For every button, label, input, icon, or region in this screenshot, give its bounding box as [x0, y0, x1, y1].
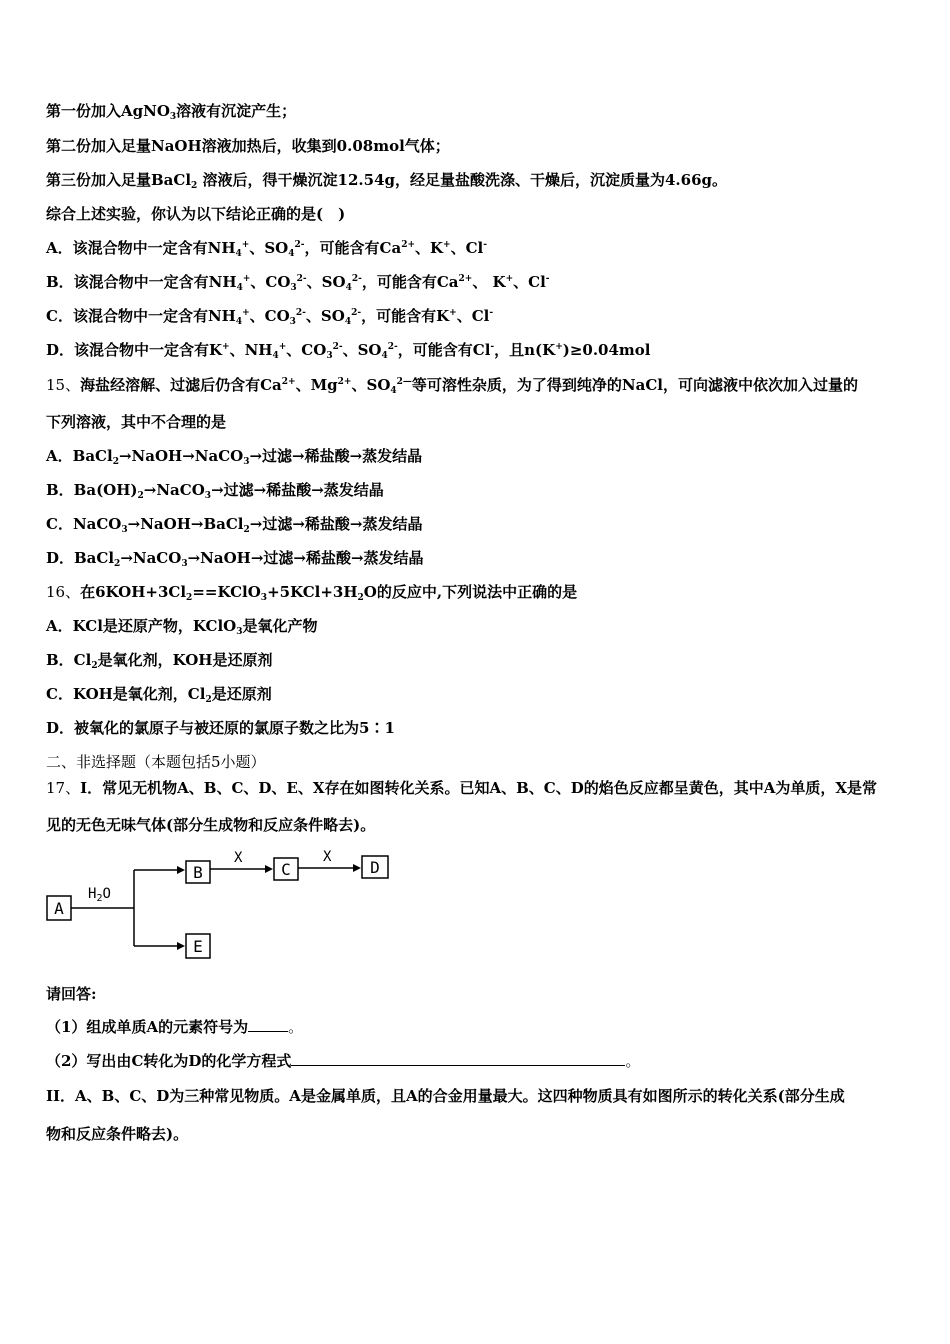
- arrowhead-to-d: [353, 864, 361, 872]
- q14-option-d: D．该混合物中一定含有K+、$NH_4^+$、$CO_3^{2-}$、$SO_4^{2-}$，可能含有Cl-，且n(K+)≥0.04mol: [46, 341, 651, 361]
- x-label-2: X: [323, 849, 332, 865]
- section-heading: 二、非选择题（本题包括5小题）: [46, 753, 266, 771]
- q14-option-a: A．该混合物中一定含有$NH_4^+$、$SO_4^{2-}$，可能含有$Ca^{2+}$、K+、Cl-: [46, 239, 487, 259]
- arrowhead-to-b: [177, 866, 185, 874]
- x-label-1: X: [234, 850, 243, 866]
- q15-option-a: A．BaCl$_2$→NaOH→NaCO$_3$→过滤→稀盐酸→蒸发结晶: [46, 447, 423, 467]
- q14-line-3: 第三份加入足量BaCl$_2$ 溶液后，得干燥沉淀12.54g，经足量盐酸洗涤、干燥后，沉淀质量为4.66g。: [46, 171, 728, 191]
- q14-option-b: B．该混合物中一定含有$NH_4^+$、$CO_3^{2-}$、$SO_4^{2-}$，可能含有$Ca^{2+}$、 K+、Cl-: [46, 273, 550, 293]
- answer-blank-2[interactable]: [291, 1050, 625, 1066]
- node-label-c: C: [281, 860, 291, 879]
- q16-option-a: A．KCl是还原产物，KClO$_3$是氧化产物: [46, 617, 318, 637]
- q14-line-2: 第二份加入足量NaOH溶液加热后，收集到0.08mol气体；: [46, 137, 450, 155]
- q16-option-d: D．被氧化的氯原子与被还原的氯原子数之比为5∶1: [46, 719, 395, 737]
- q17-part1-line-1: 17、I．常见无机物A、B、C、D、E、X存在如图转化关系。已知A、B、C、D的焰色反应都呈黄色，其中A为单质，X是常: [46, 779, 878, 797]
- conversion-diagram: [44, 846, 394, 962]
- water-label: $H_2O$: [88, 886, 111, 904]
- q17-sub-question-2: （2）写出由C转化为D的化学方程式 。: [46, 1052, 641, 1070]
- answer-blank-1[interactable]: [248, 1016, 288, 1032]
- node-label-e: E: [193, 937, 203, 956]
- q15-stem-line-1: 15、海盐经溶解、过滤后仍含有$Ca^{2+}$、$Mg^{2+}$、$SO_4^{2—}$等可溶性杂质，为了得到纯净的NaCl，可向滤液中依次加入过量的: [46, 376, 858, 396]
- node-label-b: B: [193, 863, 203, 882]
- q15-option-c: C．NaCO$_3$→NaOH→BaCl$_2$→过滤→稀盐酸→蒸发结晶: [46, 515, 423, 535]
- q16-option-c: C．KOH是氧化剂，$Cl_2$是还原剂: [46, 685, 272, 705]
- q14-option-c: C．该混合物中一定含有$NH_4^+$、$CO_3^{2-}$、$SO_4^{2-}$，可能含有K+、Cl-: [46, 307, 494, 327]
- q15-option-d: D．BaCl$_2$→NaCO$_3$→NaOH→过滤→稀盐酸→蒸发结晶: [46, 549, 424, 569]
- q15-stem-line-2: 下列溶液，其中不合理的是: [46, 413, 227, 431]
- q15-option-b: B．$Ba(OH)_2\to NaCO_3\to$过滤→稀盐酸→蒸发结晶: [46, 481, 384, 501]
- q17-sub-question-1: （1）组成单质A的元素符号为 。: [46, 1018, 304, 1036]
- q17-part1-line-2: 见的无色无味气体(部分生成物和反应条件略去)。: [46, 816, 376, 834]
- q14-line-4: 综合上述实验，你认为以下结论正确的是( ): [46, 205, 346, 223]
- q17-part2-line-1: II．A、B、C、D为三种常见物质。A是金属单质，且A的合金用量最大。这四种物质具有如图所示的转化关系(部分生成: [46, 1087, 845, 1105]
- q14-line-1: 第一份加入AgNO$_3$溶液有沉淀产生；: [46, 102, 297, 122]
- q16-stem: 16、在$6KOH+3Cl_2==KClO_3+5KCl+3H_2O$的反应中,下列说法中正确的是: [46, 583, 578, 603]
- answer-prompt: 请回答:: [46, 985, 97, 1003]
- arrowhead-to-c: [265, 865, 273, 873]
- node-label-a: A: [54, 899, 64, 918]
- q17-part2-line-2: 物和反应条件略去)。: [46, 1125, 189, 1143]
- q16-option-b: B．$Cl_2$是氧化剂，KOH是还原剂: [46, 651, 273, 671]
- node-label-d: D: [370, 858, 380, 877]
- arrowhead-to-e: [177, 942, 185, 950]
